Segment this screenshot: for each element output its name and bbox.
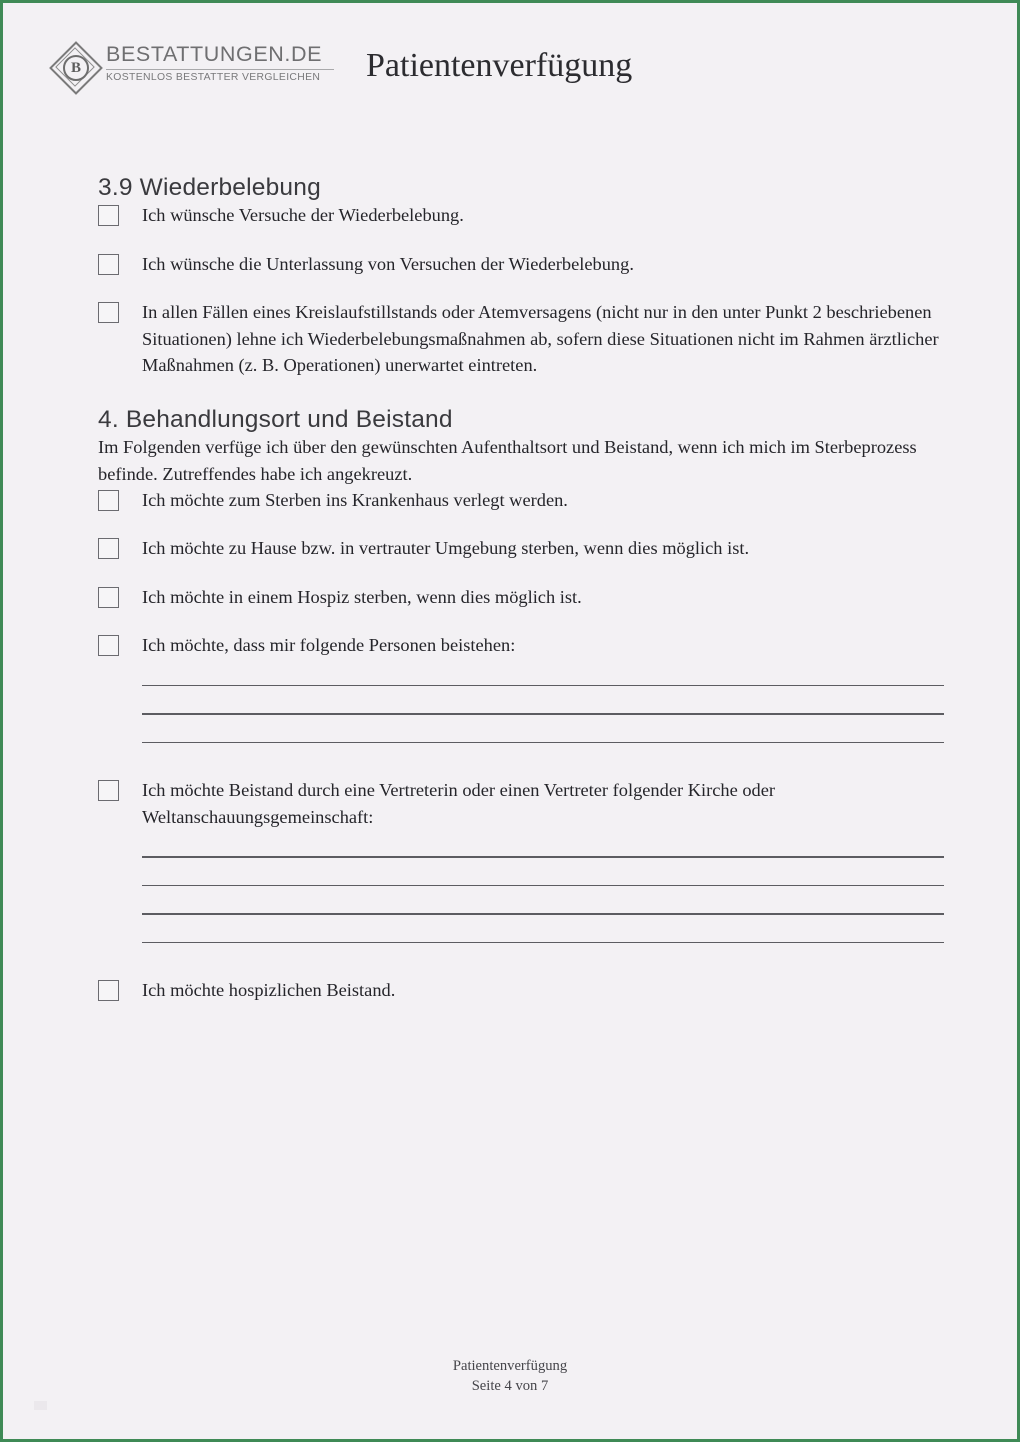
checkbox-row-home[interactable]	[98, 535, 943, 562]
checkbox-row-hospice-support[interactable]	[98, 977, 943, 1004]
write-in-line[interactable]	[142, 713, 944, 715]
checkbox-icon[interactable]	[98, 980, 119, 1001]
brand-divider	[106, 69, 334, 70]
write-in-lines-church	[142, 856, 943, 943]
checkbox-row-hospice[interactable]	[98, 584, 943, 611]
brand-name: BESTATTUNGEN.DE	[106, 42, 323, 66]
checkbox-label: Ich möchte zu Hause bzw. in vertrauter Umgebung sterben, wenn dies möglich ist.	[142, 538, 750, 559]
checkbox-label: In allen Fällen eines Kreislaufstillstands oder Atemversagens (nicht nur in den unter Punkt 2 beschriebenen Situationen) lehne ich Wiederbelebungsmaßnahmen ab, sofern diese Situationen nicht im Rahmen ärztlicher Maßnahmen (z. B. Operationen) unerwartet eintreten.	[142, 302, 939, 376]
page-header	[48, 36, 972, 102]
checkbox-row-hospital[interactable]	[98, 487, 943, 514]
logo-letter: B	[70, 59, 81, 76]
brand-logo	[48, 36, 334, 93]
checkbox-icon[interactable]	[98, 490, 119, 511]
write-in-line[interactable]	[142, 913, 944, 915]
checkbox-icon[interactable]	[98, 254, 119, 275]
footer-page-number: Seite 4 von 7	[471, 1378, 549, 1395]
section-4-intro-text: Im Folgenden verfüge ich über den gewünschten Aufenthaltsort und Beistand, wenn ich mich im Sterbeprozess befinde. Zutreffendes habe ich angekreuzt.	[98, 437, 917, 484]
document-content	[98, 173, 943, 1030]
write-in-line[interactable]	[142, 856, 944, 858]
write-in-lines-persons	[142, 685, 943, 744]
brand-tagline: KOSTENLOS BESTATTER VERGLEICHEN	[106, 71, 321, 83]
checkbox-label: Ich möchte zum Sterben ins Krankenhaus verlegt werden.	[142, 489, 568, 510]
checkbox-label: Ich möchte hospizlichen Beistand.	[142, 980, 396, 1001]
scan-artifact	[34, 1401, 47, 1410]
logo-circle	[63, 55, 89, 81]
checkbox-label: Ich wünsche Versuche der Wiederbelebung.	[142, 205, 464, 226]
checkbox-icon[interactable]	[98, 635, 119, 656]
footer-title: Patientenverfügung	[452, 1358, 568, 1375]
checkbox-row-resuscitation-all-cases[interactable]	[98, 299, 943, 379]
brand-text-block	[106, 39, 334, 83]
section-heading-4: 4. Behandlungsort und Beistand	[98, 405, 453, 433]
checkbox-icon[interactable]	[98, 587, 119, 608]
checkbox-label: Ich möchte, dass mir folgende Personen beistehen:	[142, 635, 516, 656]
checkbox-label: Ich möchte in einem Hospiz sterben, wenn dies möglich ist.	[142, 586, 582, 607]
section-heading-3-9: 3.9 Wiederbelebung	[98, 174, 321, 201]
checkbox-icon[interactable]	[98, 302, 119, 323]
page-footer	[3, 1357, 1017, 1397]
checkbox-label: Ich möchte Beistand durch eine Vertreterin oder einen Vertreter folgender Kirche oder Weltanschauungsgemeinschaft:	[142, 780, 776, 827]
checkbox-row-resuscitation-yes[interactable]	[98, 202, 943, 229]
checkbox-icon[interactable]	[98, 780, 119, 801]
checkbox-row-church-representative[interactable]	[98, 777, 943, 830]
checkbox-icon[interactable]	[98, 538, 119, 559]
page-title: Patientenverfügung	[366, 47, 633, 84]
checkbox-row-persons[interactable]	[98, 632, 943, 659]
checkbox-row-resuscitation-no[interactable]	[98, 251, 943, 278]
checkbox-icon[interactable]	[98, 205, 119, 226]
diamond-b-logo-icon	[48, 39, 100, 93]
write-in-line[interactable]	[142, 685, 944, 687]
write-in-line[interactable]	[142, 742, 944, 744]
checkbox-label: Ich wünsche die Unterlassung von Versuchen der Wiederbelebung.	[142, 253, 634, 274]
write-in-line[interactable]	[142, 942, 944, 944]
write-in-line[interactable]	[142, 885, 944, 887]
